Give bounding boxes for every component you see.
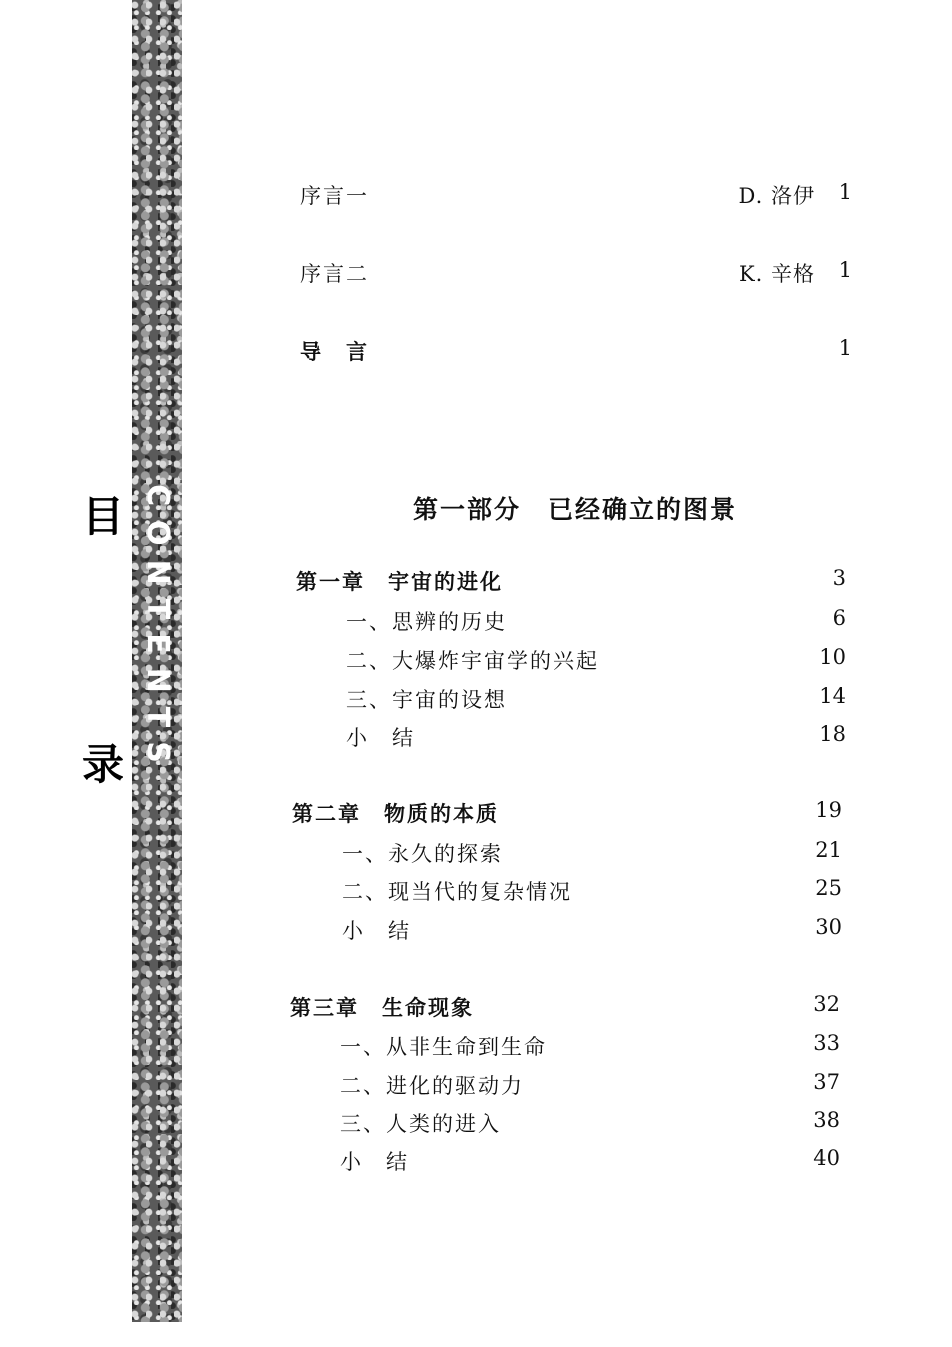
contents-strip-label: CONTENTS (139, 483, 175, 777)
section-label: 小 结 (342, 919, 411, 943)
toc-section[interactable] (0, 838, 952, 874)
chapter-title: 第三章 生命现象 (290, 996, 474, 1020)
toc-section[interactable] (0, 722, 952, 758)
section-page: 30 (815, 915, 842, 939)
entry-label: 序言一 (300, 184, 369, 208)
section-page: 6 (832, 606, 846, 630)
toc-chapter-2[interactable] (0, 798, 952, 834)
toc-section[interactable] (0, 1146, 952, 1182)
section-label: 一、永久的探索 (342, 842, 503, 866)
section-label: 小 结 (340, 1150, 409, 1174)
toc-chapter-3[interactable] (0, 992, 952, 1028)
section-label: 二、大爆炸宇宙学的兴起 (346, 649, 599, 673)
section-page: 10 (819, 645, 846, 669)
section-page: 25 (815, 876, 842, 900)
toc-entry-introduction[interactable] (0, 336, 952, 372)
section-label: 一、从非生命到生命 (340, 1035, 547, 1059)
entry-label: 导 言 (300, 340, 369, 364)
toc-section[interactable] (0, 606, 952, 642)
toc-section[interactable] (0, 684, 952, 720)
side-title-char-2: 录 (81, 740, 124, 789)
entry-author: K. 辛格 (738, 262, 815, 286)
chapter-title: 第一章 宇宙的进化 (296, 570, 503, 594)
entry-label: 序言二 (300, 262, 369, 286)
toc-entry-preface-2[interactable] (0, 258, 952, 294)
section-page: 21 (815, 838, 842, 862)
chapter-page: 3 (832, 566, 846, 590)
toc-section[interactable] (0, 876, 952, 912)
section-page: 37 (813, 1070, 840, 1094)
toc-chapter-1[interactable] (0, 566, 952, 602)
toc-section[interactable] (0, 1031, 952, 1067)
section-label: 小 结 (346, 726, 415, 750)
section-label: 三、宇宙的设想 (346, 688, 507, 712)
section-page: 14 (819, 684, 846, 708)
entry-author: D. 洛伊 (738, 184, 815, 208)
entry-page: 1 (838, 336, 852, 360)
part-title: 第一部分 已经确立的图景 (412, 495, 737, 524)
section-label: 一、思辨的历史 (346, 610, 507, 634)
chapter-title: 第二章 物质的本质 (292, 802, 499, 826)
toc-section[interactable] (0, 1108, 952, 1144)
section-page: 18 (819, 722, 846, 746)
toc-section[interactable] (0, 1070, 952, 1106)
toc-section[interactable] (0, 915, 952, 951)
section-label: 二、现当代的复杂情况 (342, 880, 572, 904)
chapter-page: 19 (815, 798, 842, 822)
side-title-char-1: 目 (81, 492, 124, 541)
entry-page: 1 (838, 180, 852, 204)
section-page: 38 (813, 1108, 840, 1132)
entry-page: 1 (838, 258, 852, 282)
toc-section[interactable] (0, 645, 952, 681)
chapter-page: 32 (813, 992, 840, 1016)
section-page: 40 (813, 1146, 840, 1170)
section-page: 33 (813, 1031, 840, 1055)
section-label: 三、人类的进入 (340, 1112, 501, 1136)
section-label: 二、进化的驱动力 (340, 1074, 524, 1098)
toc-entry-preface-1[interactable] (0, 180, 952, 216)
